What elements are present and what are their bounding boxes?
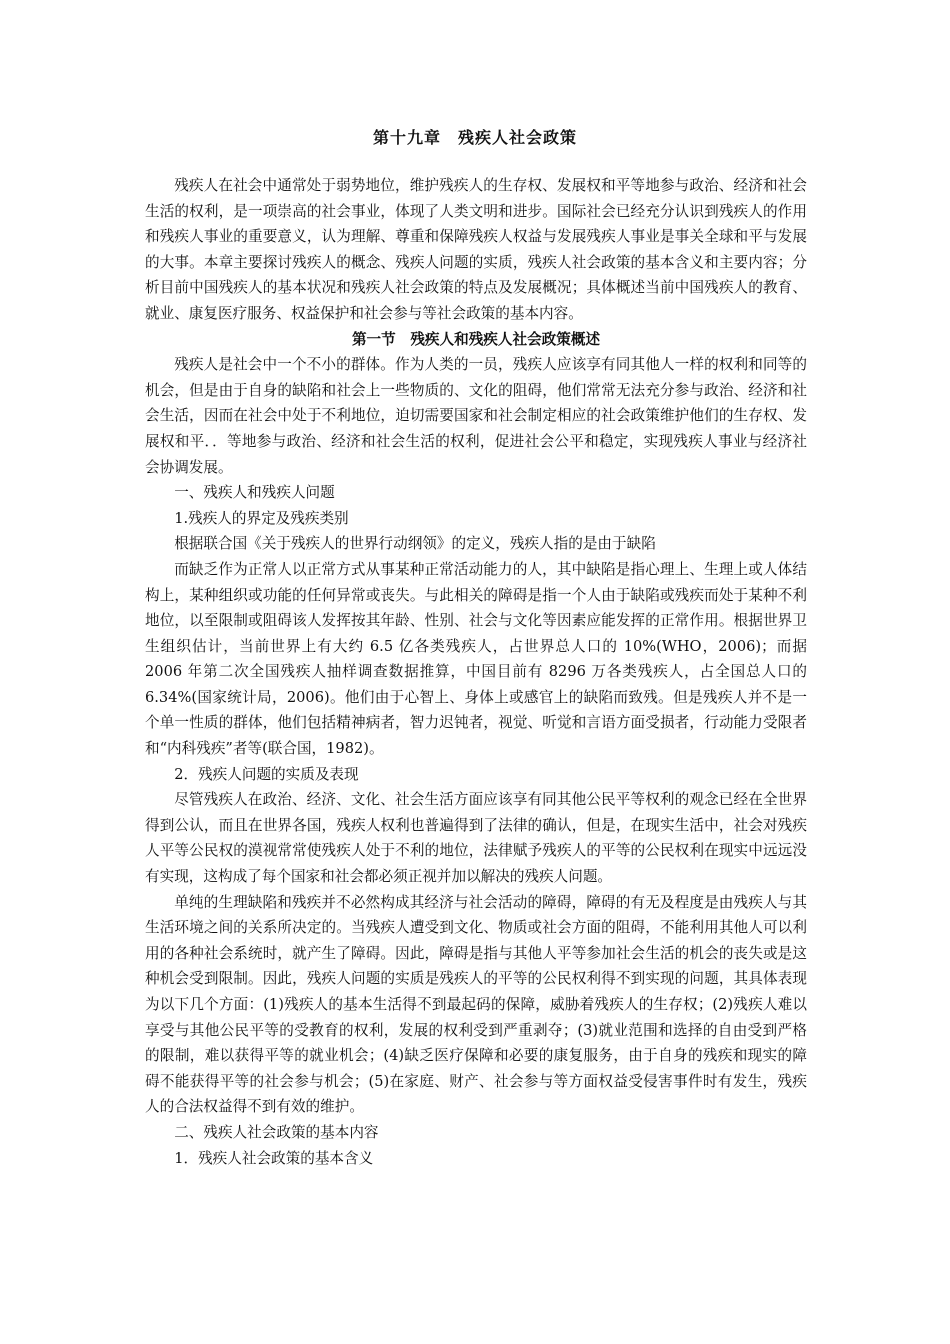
heading-level-1: 一、残疾人和残疾人问题 (174, 484, 335, 502)
heading-level-1: 二、残疾人社会政策的基本内容 (174, 1123, 379, 1141)
chapter-title: 第十九章 残疾人社会政策 (372, 128, 577, 147)
heading-level-2: 1.残疾人的界定及残疾类别 (174, 509, 349, 527)
rights-paragraph: 尽管残疾人在政治、经济、文化、社会生活方面应该享有同其他公民平等权利的观念已经在全世界得到公认，而且在世界各国，残疾人权利也普遍得到了法律的确认，但是，在现实生活中，社会对残疾人平等公民权的漠视常常使残疾人处于不利的地位，法律赋予残疾人的平等的公民权利在现实中远远没有实现，这构成了每个国家和社会都必须正视并加以解决的残疾人问题。 (145, 791, 807, 886)
section-title: 第一节 残疾人和残疾人社会政策概述 (351, 330, 601, 348)
disability-definition-paragraph: 而缺乏作为正常人以正常方式从事某种正常活动能力的人，其中缺陷是指心理上、生理上或人体结构上，某种组织或功能的任何异常或丧失。与此相关的障碍是指一个人由于缺陷或残疾而处于某种不利地位，以至限制或阻碍该人发挥按其年龄、性别、社会与文化等因素应能发挥的正常作用。根据世界卫生组织估计，当前世界上有大约 6.5 亿各类残疾人，占世界总人口的 10%(WHO，2006)；而据 2006 年第二次全国残疾人抽样调查数据推算，中国目前有 8296 万各类残疾人，占全国总人口的 6.34%(国家统计局，2006)。他们由于心智上、身体上或感官上的缺陷而致残。但是残疾人并不是一个单一性质的群体，他们包括精神病者，智力迟钝者，视觉、听觉和言语方面受损者，行动能力受限者和“内科残疾”者等(联合国，1982)。 (145, 560, 807, 758)
heading-level-2: 2．残疾人问题的实质及表现 (174, 765, 359, 783)
barrier-paragraph: 单纯的生理缺陷和残疾并不必然构成其经济与社会活动的障碍，障碍的有无及程度是由残疾人与其生活环境之间的关系所决定的。当残疾人遭受到文化、物质或社会方面的阻碍，不能利用其他人可以利用的各种社会系统时，就产生了障碍。因此，障碍是指与其他人平等参加社会生活的机会的丧失或是这种机会受到限制。因此，残疾人问题的实质是残疾人的平等的公民权利得不到实现的问题，其具体表现为以下几个方面：(1)残疾人的基本生活得不到最起码的保障，威胁着残疾人的生存权；(2)残疾人难以享受与其他公民平等的受教育的权利，发展的权利受到严重剥夺；(3)就业范围和选择的自由受到严格的限制，难以获得平等的就业机会；(4)缺乏医疗保障和必要的康复服务，由于自身的残疾和现实的障碍不能获得平等的社会参与机会；(5)在家庭、财产、社会参与等方面权益受侵害事件时有发生，残疾人的合法权益得不到有效的维护。 (145, 893, 807, 1116)
heading-level-2: 1．残疾人社会政策的基本含义 (174, 1149, 374, 1167)
intro-paragraph: 残疾人在社会中通常处于弱势地位，维护残疾人的生存权、发展权和平等地参与政治、经济和社会生活的权利，是一项崇高的社会事业，体现了人类文明和进步。国际社会已经充分认识到残疾人的作用和残疾人事业的重要意义，认为理解、尊重和保障残疾人权益与发展残疾人事业是事关全球和平与发展的大事。本章主要探讨残疾人的概念、残疾人问题的实质，残疾人社会政策的基本含义和主要内容；分析目前中国残疾人的基本状况和残疾人社会政策的特点及发展概况；具体概述当前中国残疾人的教育、就业、康复医疗服务、权益保护和社会参与等社会政策的基本内容。 (145, 177, 807, 322)
section-paragraph: 残疾人是社会中一个不小的群体。作为人类的一员，残疾人应该享有同其他人一样的权利和同等的机会，但是由于自身的缺陷和社会上一些物质的、文化的阻碍，他们常常无法充分参与政治、经济和社会生活，因而在社会中处于不利地位，迫切需要国家和社会制定相应的社会政策维护他们的生存权、发展权和平．．等地参与政治、经济和社会生活的权利，促进社会公平和稳定，实现残疾人事业与经济社会协调发展。 (145, 356, 807, 476)
un-definition-paragraph: 根据联合国《关于残疾人的世界行动纲领》的定义，残疾人指的是由于缺陷 (174, 535, 656, 553)
body-text (145, 173, 807, 1171)
